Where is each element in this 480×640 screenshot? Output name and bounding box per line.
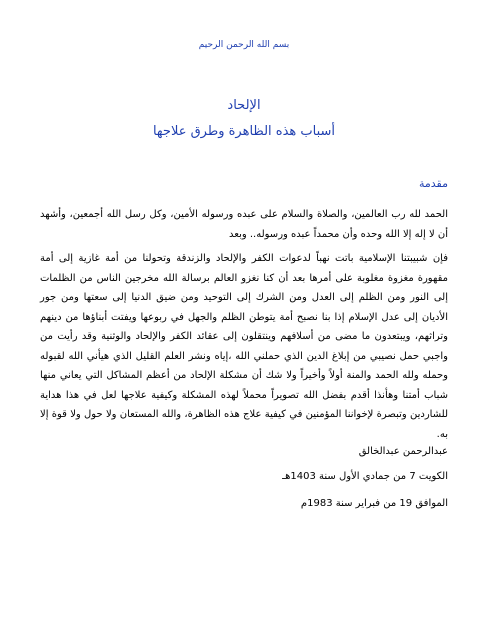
section-heading-introduction: مقدمة: [418, 177, 448, 190]
document-page: [40, 0, 448, 640]
intro-paragraph: الحمد لله رب العالمين، والصلاة والسلام على عبده ورسوله الأمين، وكل رسل الله أجمعين، وأشهد أن لا إله إلا الله وحده وأن محمداً عبده ورسوله.. وبعد: [40, 209, 448, 240]
date-hijri: الكويت 7 من جمادي الأول سنة 1403هـ: [282, 471, 448, 482]
basmala: بسم الله الرحمن الرحيم: [198, 40, 290, 50]
date-gregorian: الموافق 19 من فبراير سنة 1983م: [300, 498, 448, 509]
document-title: الإلحاد: [227, 98, 261, 113]
body-paragraph: فإن شبيبتنا الإسلامية باتت نهباً لدعوات الكفر والإلحاد والزندقة وتحولنا من أمة غازية إلى أمة مقهورة مغزوة مغلوبة على أمرها بعد أن كنا نغزو العالم برسالة الله مخرجين الناس من الظلمات إلى النور ومن الظلم إلى العدل ومن الشرك إلى التوحيد ومن ضيق الدنيا إلى سعتها ومن جور الأديان إلى عدل الإسلام إذا بنا نصبح أمة يتوطن الظلم والجهل في ربوعها ويفتت أبناؤها من دينهم وتراثهم، ويبتعدون ما مضى من أسلافهم وينتقلون إلى عقائد الكفر والإلحاد والوثنية وقد رأيت من واجبي حمل نصيبي من إبلاغ الدين الذي حملني الله ،إياه ونشر العلم القليل الذي هيأني الله لقبوله وحمله ولله الحمد والمنة أولاً وأخيراً ولا شك أن مشكلة الإلحاد من أعظم المشاكل التي يعاني منها شباب أمتنا وهأنذا أقدم بفضل الله تصويراً محملاً لهذه المشكلة وكيفية علاجها لعل في هذا هداية للشاردين وتبصرة لإخواننا المؤمنين في كيفية علاج هذه الظاهرة، والله المستعان ولا حول ولا قوة إلا به.: [40, 253, 448, 440]
document-subtitle: أسباب هذه الظاهرة وطرق علاجها: [152, 124, 336, 139]
author-signature: عبدالرحمن عبدالخالق: [358, 446, 448, 457]
